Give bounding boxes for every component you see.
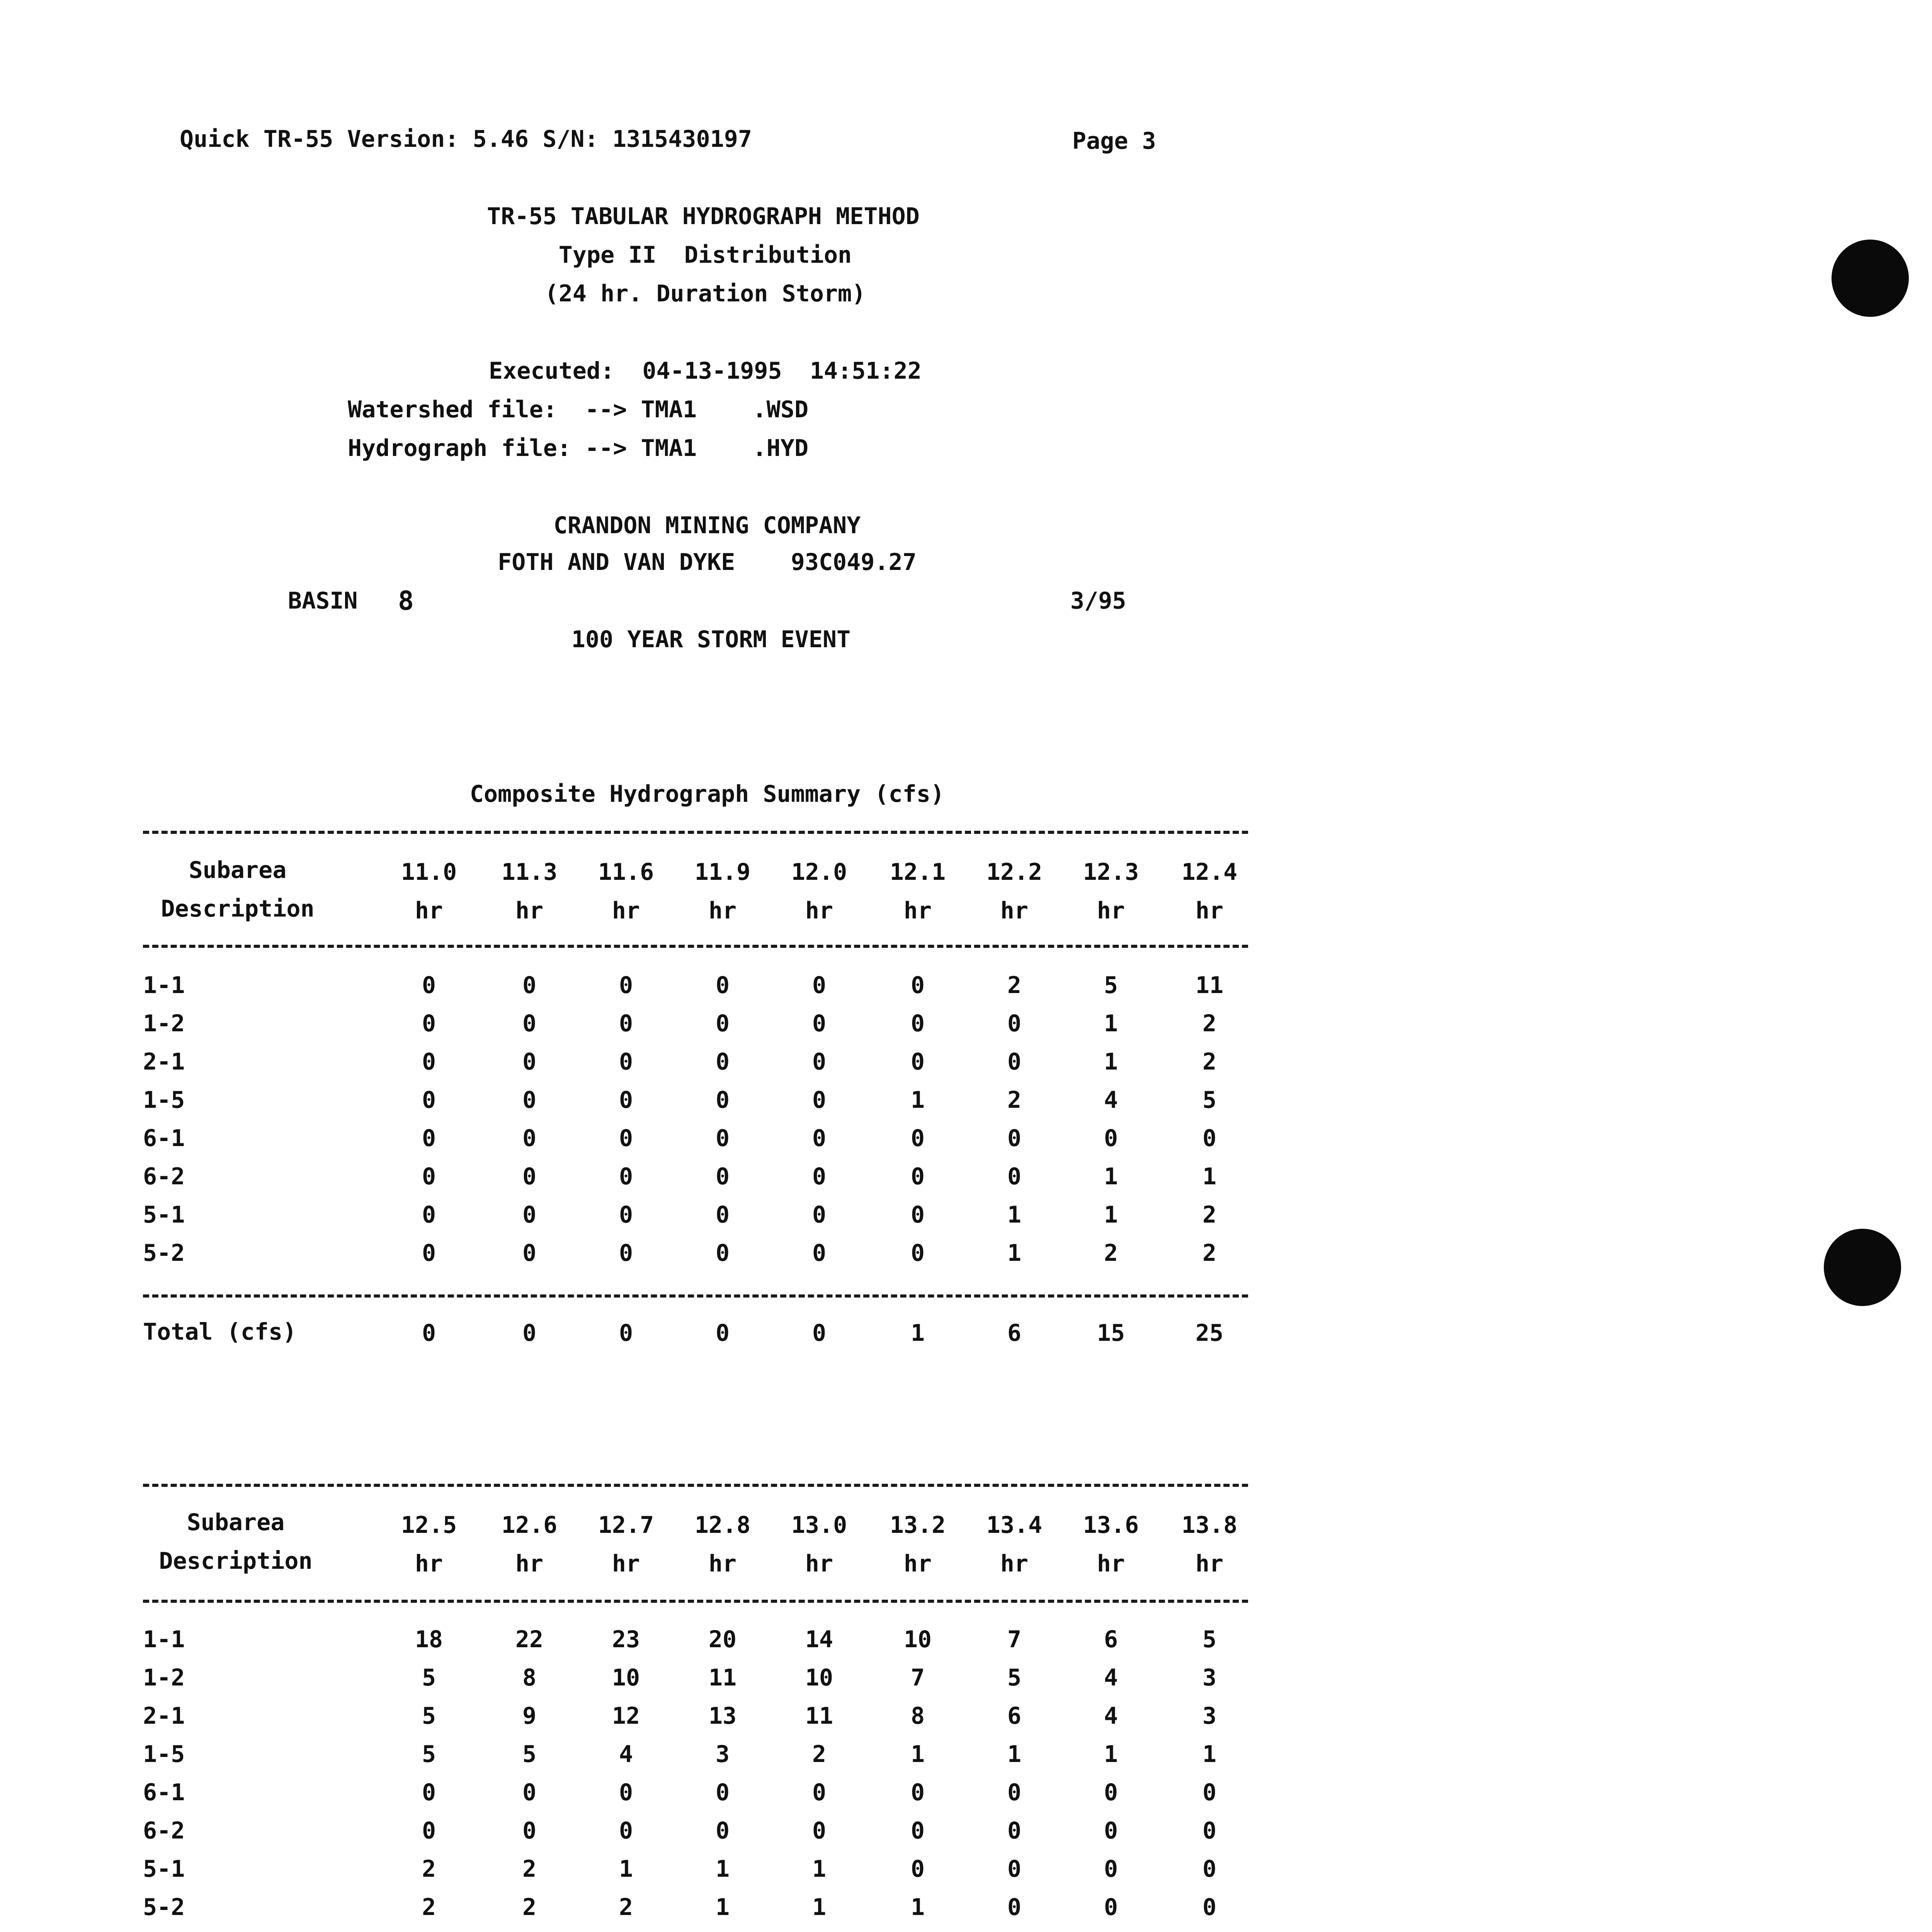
table1-cell: 0 bbox=[1104, 1125, 1118, 1152]
table2-cell: 4 bbox=[619, 1741, 633, 1768]
table1-row-label: 1-1 bbox=[143, 972, 185, 999]
table1-cell: 0 bbox=[715, 1010, 730, 1037]
table1-total-cell: 25 bbox=[1195, 1320, 1224, 1347]
table2-cell: 2 bbox=[422, 1894, 436, 1921]
table2-row-label: 1-2 bbox=[143, 1664, 185, 1691]
table2-cell: 3 bbox=[1202, 1664, 1217, 1691]
table2-cell: 18 bbox=[415, 1626, 443, 1653]
table2-cell: 5 bbox=[422, 1741, 436, 1768]
table2-cell: 1 bbox=[715, 1894, 730, 1921]
table1-cell: 1 bbox=[1007, 1240, 1022, 1267]
table2-cell: 6 bbox=[1007, 1702, 1022, 1730]
table2-cell: 0 bbox=[1202, 1817, 1217, 1844]
table2-cell: 1 bbox=[1007, 1741, 1022, 1768]
report-date: 3/95 bbox=[1070, 587, 1126, 614]
table1-cell: 1 bbox=[1104, 1163, 1118, 1190]
table1-total-label: Total (cfs) bbox=[143, 1318, 297, 1345]
table1-time-header: 11.0 bbox=[401, 859, 457, 886]
table2-unit-header: hr bbox=[515, 1550, 544, 1577]
table2-cell: 12 bbox=[612, 1702, 640, 1730]
table2-row-label: 5-1 bbox=[143, 1855, 185, 1883]
table1-cell: 2 bbox=[1202, 1240, 1217, 1267]
table1-cell: 0 bbox=[619, 1125, 633, 1152]
table1-row-label: 2-1 bbox=[143, 1048, 185, 1075]
table1-cell: 0 bbox=[812, 972, 827, 999]
table2-cell: 5 bbox=[422, 1702, 436, 1730]
table2-cell: 2 bbox=[812, 1741, 827, 1768]
table1-cell: 0 bbox=[812, 1087, 827, 1114]
table1-cell: 0 bbox=[522, 1163, 537, 1190]
punch-hole-middle bbox=[1824, 1229, 1901, 1306]
table1-unit-header: hr bbox=[515, 897, 544, 924]
table1-cell: 1 bbox=[1104, 1201, 1118, 1228]
table1-cell: 0 bbox=[715, 1201, 730, 1228]
table1-cell: 0 bbox=[619, 972, 633, 999]
table2-row-label: 1-5 bbox=[143, 1741, 185, 1768]
table2-time-header: 12.8 bbox=[694, 1512, 751, 1539]
table1-unit-header: hr bbox=[612, 897, 640, 924]
table2-row-label: 2-1 bbox=[143, 1702, 185, 1730]
table1-cell: 4 bbox=[1104, 1087, 1118, 1114]
table2-unit-header: hr bbox=[903, 1550, 932, 1577]
table1-time-header: 12.4 bbox=[1181, 859, 1238, 886]
table1-cell: 2 bbox=[1202, 1048, 1217, 1075]
table2-cell: 1 bbox=[619, 1855, 633, 1883]
table2-cell: 1 bbox=[1202, 1741, 1217, 1768]
table1-row-label: 1-5 bbox=[143, 1087, 185, 1114]
table2-cell: 23 bbox=[612, 1626, 640, 1653]
table1-cell: 0 bbox=[812, 1125, 827, 1152]
page-number: Page 3 bbox=[1072, 128, 1156, 155]
table1-cell: 0 bbox=[1007, 1163, 1022, 1190]
table2-cell: 20 bbox=[708, 1626, 737, 1653]
table1-cell: 1 bbox=[1202, 1163, 1217, 1190]
table2-cell: 2 bbox=[522, 1855, 537, 1883]
table1-cell: 0 bbox=[910, 1201, 925, 1228]
table2-time-header: 13.8 bbox=[1181, 1512, 1238, 1539]
table2-cell: 2 bbox=[422, 1855, 436, 1883]
table1-cell: 0 bbox=[910, 972, 925, 999]
table1-total-cell: 0 bbox=[619, 1320, 633, 1347]
table1-cell: 0 bbox=[812, 1163, 827, 1190]
table1-cell: 1 bbox=[1104, 1048, 1118, 1075]
table2-cell: 9 bbox=[522, 1702, 537, 1730]
table1-cell: 0 bbox=[812, 1010, 827, 1037]
table1-cell: 0 bbox=[910, 1125, 925, 1152]
table2-cell: 0 bbox=[1007, 1894, 1022, 1921]
table1-cell: 0 bbox=[715, 1163, 730, 1190]
table1-cell: 0 bbox=[812, 1048, 827, 1075]
table2-cell: 13 bbox=[708, 1702, 737, 1730]
table1-cell: 0 bbox=[910, 1010, 925, 1037]
table2-description-header: Description bbox=[159, 1548, 313, 1575]
table2-cell: 0 bbox=[715, 1817, 730, 1844]
watershed-file: Watershed file: --> TMA1 .WSD bbox=[348, 396, 809, 423]
table2-cell: 0 bbox=[1202, 1894, 1217, 1921]
table2-cell: 1 bbox=[1104, 1741, 1118, 1768]
table1-row-label: 5-1 bbox=[143, 1201, 185, 1228]
table2-cell: 4 bbox=[1104, 1664, 1118, 1691]
summary-title: Composite Hydrograph Summary (cfs) bbox=[469, 781, 945, 808]
table2-time-header: 12.7 bbox=[598, 1512, 654, 1539]
table1-cell: 2 bbox=[1202, 1010, 1217, 1037]
table1-cell: 5 bbox=[1104, 972, 1118, 999]
table2-cell: 3 bbox=[715, 1741, 730, 1768]
table2-unit-header: hr bbox=[1195, 1550, 1224, 1577]
table1-subarea-header: Subarea bbox=[189, 857, 287, 884]
table1-cell: 0 bbox=[619, 1087, 633, 1114]
table1-cell: 0 bbox=[910, 1163, 925, 1190]
table2-row-label: 5-2 bbox=[143, 1894, 185, 1921]
table1-cell: 0 bbox=[422, 1048, 436, 1075]
table2-cell: 10 bbox=[612, 1664, 640, 1691]
table2-row-label: 1-1 bbox=[143, 1626, 185, 1653]
table2-unit-header: hr bbox=[805, 1550, 833, 1577]
table1-cell: 0 bbox=[910, 1048, 925, 1075]
table1-unit-header: hr bbox=[1097, 897, 1125, 924]
table1-cell: 0 bbox=[522, 1048, 537, 1075]
table2-cell: 1 bbox=[910, 1741, 925, 1768]
table1-cell: 0 bbox=[422, 1240, 436, 1267]
table2-cell: 0 bbox=[1104, 1855, 1118, 1883]
table1-cell: 0 bbox=[522, 972, 537, 999]
table1-total-cell: 0 bbox=[812, 1320, 827, 1347]
table2-unit-header: hr bbox=[415, 1550, 443, 1577]
table1-cell: 0 bbox=[1202, 1125, 1217, 1152]
table2-row-label: 6-2 bbox=[143, 1817, 185, 1844]
table2-cell: 0 bbox=[812, 1817, 827, 1844]
version-header: Quick TR-55 Version: 5.46 S/N: 1315430197 bbox=[180, 126, 752, 153]
table2-time-header: 13.2 bbox=[889, 1512, 946, 1539]
table1-cell: 5 bbox=[1202, 1087, 1217, 1114]
table2-cell: 5 bbox=[522, 1741, 537, 1768]
table1-time-header: 12.1 bbox=[889, 859, 946, 886]
table1-cell: 0 bbox=[715, 1125, 730, 1152]
company-name: CRANDON MINING COMPANY bbox=[553, 512, 861, 539]
table2-time-header: 13.6 bbox=[1083, 1512, 1139, 1539]
table1-cell: 0 bbox=[422, 1087, 436, 1114]
table2-time-header: 13.0 bbox=[791, 1512, 847, 1539]
table1-cell: 0 bbox=[910, 1240, 925, 1267]
table2-cell: 0 bbox=[1007, 1817, 1022, 1844]
table1-row-label: 6-1 bbox=[143, 1125, 185, 1152]
table2-cell: 8 bbox=[522, 1664, 537, 1691]
basin-number: 8 bbox=[398, 586, 414, 616]
table2-cell: 2 bbox=[619, 1894, 633, 1921]
table2-cell: 1 bbox=[910, 1894, 925, 1921]
table2-cell: 1 bbox=[812, 1894, 827, 1921]
table1-cell: 0 bbox=[522, 1010, 537, 1037]
table2-cell: 0 bbox=[812, 1779, 827, 1806]
table1-cell: 0 bbox=[619, 1201, 633, 1228]
table2-cell: 7 bbox=[1007, 1626, 1022, 1653]
table2-cell: 10 bbox=[903, 1626, 932, 1653]
table1-total-cell: 1 bbox=[910, 1320, 925, 1347]
table2-cell: 6 bbox=[1104, 1626, 1118, 1653]
table2-cell: 7 bbox=[910, 1664, 925, 1691]
table1-cell: 0 bbox=[812, 1240, 827, 1267]
table2-cell: 0 bbox=[422, 1817, 436, 1844]
table1-cell: 1 bbox=[1104, 1010, 1118, 1037]
table2-cell: 0 bbox=[1007, 1855, 1022, 1883]
executed-timestamp: Executed: 04-13-1995 14:51:22 bbox=[489, 357, 922, 384]
table1-cell: 0 bbox=[522, 1240, 537, 1267]
table1-cell: 0 bbox=[715, 1087, 730, 1114]
table2-cell: 0 bbox=[910, 1817, 925, 1844]
table2-row-label: 6-1 bbox=[143, 1779, 185, 1806]
table1-cell: 0 bbox=[715, 1240, 730, 1267]
table1-cell: 0 bbox=[422, 972, 436, 999]
table1-description-header: Description bbox=[161, 895, 315, 922]
table1-row-label: 1-2 bbox=[143, 1010, 185, 1037]
table2-cell: 11 bbox=[805, 1702, 833, 1730]
table2-time-header: 12.5 bbox=[401, 1512, 457, 1539]
table2-cell: 0 bbox=[1104, 1894, 1118, 1921]
table2-cell: 0 bbox=[1202, 1855, 1217, 1883]
table1-row-label: 6-2 bbox=[143, 1163, 185, 1190]
table1-cell: 2 bbox=[1104, 1240, 1118, 1267]
table2-cell: 0 bbox=[619, 1817, 633, 1844]
table1-cell: 0 bbox=[422, 1010, 436, 1037]
table1-cell: 0 bbox=[1007, 1125, 1022, 1152]
table2-cell: 22 bbox=[515, 1626, 544, 1653]
table1-cell: 0 bbox=[522, 1201, 537, 1228]
hydrograph-file: Hydrograph file: --> TMA1 .HYD bbox=[348, 435, 809, 462]
table1-cell: 0 bbox=[422, 1125, 436, 1152]
table2-cell: 0 bbox=[715, 1779, 730, 1806]
punch-hole-top bbox=[1832, 240, 1909, 317]
table1-cell: 0 bbox=[715, 1048, 730, 1075]
storm-duration: (24 hr. Duration Storm) bbox=[544, 280, 866, 307]
table2-cell: 14 bbox=[805, 1626, 833, 1653]
table2-cell: 0 bbox=[422, 1779, 436, 1806]
table1-cell: 11 bbox=[1195, 972, 1224, 999]
table2-unit-header: hr bbox=[1000, 1550, 1029, 1577]
table2-cell: 11 bbox=[708, 1664, 737, 1691]
table1-cell: 2 bbox=[1007, 972, 1022, 999]
table1-rule-header bbox=[143, 945, 1248, 948]
table1-time-header: 12.2 bbox=[986, 859, 1043, 886]
table1-unit-header: hr bbox=[415, 897, 443, 924]
table2-cell: 5 bbox=[1202, 1626, 1217, 1653]
table2-cell: 3 bbox=[1202, 1702, 1217, 1730]
basin-label: BASIN bbox=[288, 587, 358, 614]
table2-cell: 5 bbox=[422, 1664, 436, 1691]
table1-total-cell: 6 bbox=[1007, 1320, 1022, 1347]
report-title: TR-55 TABULAR HYDROGRAPH METHOD bbox=[487, 203, 920, 230]
table1-unit-header: hr bbox=[805, 897, 833, 924]
table2-subarea-header: Subarea bbox=[187, 1509, 285, 1536]
table1-unit-header: hr bbox=[1195, 897, 1224, 924]
table1-total-cell: 0 bbox=[422, 1320, 436, 1347]
table2-cell: 0 bbox=[522, 1779, 537, 1806]
table2-unit-header: hr bbox=[1097, 1550, 1125, 1577]
table2-cell: 0 bbox=[1104, 1817, 1118, 1844]
table1-cell: 0 bbox=[619, 1163, 633, 1190]
distribution-type: Type II Distribution bbox=[558, 242, 852, 269]
table2-cell: 0 bbox=[1104, 1779, 1118, 1806]
table2-cell: 0 bbox=[1202, 1779, 1217, 1806]
table1-cell: 0 bbox=[522, 1087, 537, 1114]
table2-cell: 2 bbox=[522, 1894, 537, 1921]
table2-unit-header: hr bbox=[612, 1550, 640, 1577]
table2-cell: 10 bbox=[805, 1664, 833, 1691]
table2-cell: 1 bbox=[715, 1855, 730, 1883]
table1-cell: 2 bbox=[1007, 1087, 1022, 1114]
table1-cell: 0 bbox=[1007, 1048, 1022, 1075]
table1-cell: 2 bbox=[1202, 1201, 1217, 1228]
table1-time-header: 12.0 bbox=[791, 859, 847, 886]
table1-cell: 0 bbox=[715, 972, 730, 999]
table2-cell: 0 bbox=[522, 1817, 537, 1844]
table1-cell: 0 bbox=[619, 1240, 633, 1267]
table2-cell: 1 bbox=[812, 1855, 827, 1883]
table2-cell: 0 bbox=[1007, 1779, 1022, 1806]
table1-total-cell: 0 bbox=[522, 1320, 537, 1347]
table1-row-label: 5-2 bbox=[143, 1240, 185, 1267]
table2-unit-header: hr bbox=[708, 1550, 737, 1577]
table1-unit-header: hr bbox=[708, 897, 737, 924]
table1-time-header: 11.9 bbox=[694, 859, 751, 886]
table1-time-header: 11.3 bbox=[501, 859, 558, 886]
table2-time-header: 12.6 bbox=[501, 1512, 558, 1539]
storm-event: 100 YEAR STORM EVENT bbox=[571, 626, 851, 653]
table1-rule-top bbox=[143, 831, 1248, 834]
table1-time-header: 11.6 bbox=[598, 859, 654, 886]
table1-total-cell: 15 bbox=[1097, 1320, 1125, 1347]
table1-total-cell: 0 bbox=[715, 1320, 730, 1347]
table1-cell: 0 bbox=[812, 1201, 827, 1228]
table1-time-header: 12.3 bbox=[1083, 859, 1139, 886]
table2-cell: 8 bbox=[910, 1702, 925, 1730]
table1-unit-header: hr bbox=[903, 897, 932, 924]
table2-time-header: 13.4 bbox=[986, 1512, 1043, 1539]
table1-cell: 0 bbox=[1007, 1010, 1022, 1037]
table1-cell: 0 bbox=[619, 1048, 633, 1075]
table2-cell: 5 bbox=[1007, 1664, 1022, 1691]
table1-cell: 0 bbox=[422, 1201, 436, 1228]
table1-cell: 1 bbox=[1007, 1201, 1022, 1228]
table1-rule-total bbox=[143, 1294, 1248, 1298]
table1-cell: 1 bbox=[910, 1087, 925, 1114]
table2-cell: 4 bbox=[1104, 1702, 1118, 1730]
table1-cell: 0 bbox=[422, 1163, 436, 1190]
table2-cell: 0 bbox=[619, 1779, 633, 1806]
table1-cell: 0 bbox=[619, 1010, 633, 1037]
consultant-project: FOTH AND VAN DYKE 93C049.27 bbox=[498, 549, 917, 576]
table2-cell: 0 bbox=[910, 1855, 925, 1883]
table1-unit-header: hr bbox=[1000, 897, 1029, 924]
table2-rule-header bbox=[143, 1600, 1248, 1603]
table1-cell: 0 bbox=[522, 1125, 537, 1152]
table2-rule-top bbox=[143, 1484, 1248, 1487]
table2-cell: 0 bbox=[910, 1779, 925, 1806]
